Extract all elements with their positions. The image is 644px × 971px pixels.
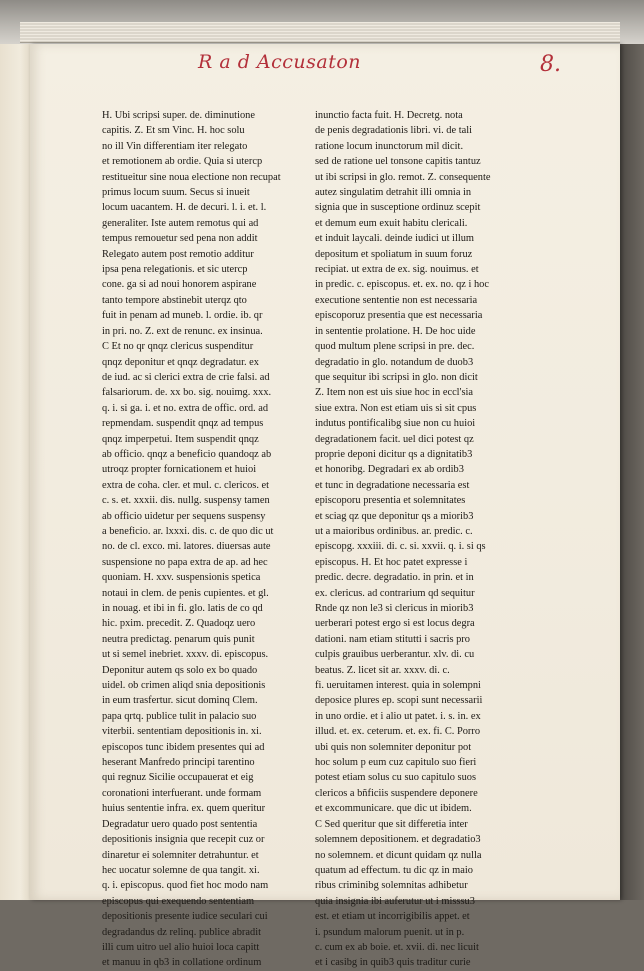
text-line: falsariorum. de. xx bo. sig. nouimg. xxx. [102,387,272,399]
text-line: c. cum ex ab boie. et. xvii. di. nec licuit [315,941,479,953]
text-line: i. psundum malorum puenit. ut in p. [315,926,465,938]
text-line: deposice plures ep. scopi sunt necessarii [315,695,483,707]
text-line: quatum ad effectum. tu dic qz in maio [315,864,473,876]
text-line: in pri. no. Z. ext de renunc. ex insinua. [102,325,263,337]
text-line: ratione locum inunctorum mil dicit. [315,140,464,152]
text-line: fuit in penam ad muneb. l. ordie. ib. qr [102,310,263,322]
text-line: et tunc in degradatione necessaria est [315,479,470,491]
text-line: utroqz propter fornicationem et huioi [102,464,257,476]
text-line: siue extra. Non est etiam uis si sit cpus [315,402,477,414]
text-line: episcoporu presentia et solemnitates [315,495,466,507]
text-line: ut a maioribus ordinibus. ar. predic. c. [315,525,473,537]
text-column-right [315,108,491,971]
text-line: autez singulatim detrahit illi omnia in [315,187,472,199]
text-line: tempus remouetur sed pena non addit [102,233,258,245]
text-line: qui regnuz Sicilie occupauerat et eig [102,772,254,784]
text-line: et demum eum exuit habitu clericali. [315,217,468,229]
text-line: suspensione no papa extra de ap. ad hec [102,556,268,568]
text-line: tanto tempore abstinebit uterqz qto [102,294,247,306]
text-line: dationi. nam etiam stitutti i sacris pro [315,633,470,645]
text-line: depositionis presente iudice seculari cui [102,911,268,923]
text-line: et i casibg in quib3 quis traditur curie [315,957,471,969]
text-line: que sequitur ibi scripsi in glo. non dicit [315,371,478,383]
text-line: illi cum uitro uel alio huioi loca capitt [102,941,260,953]
text-line: locum uacantem. H. de decuri. l. i. et. l. [102,202,267,214]
text-line: proprie deponi dicitur qs a dignitatib3 [315,448,473,460]
text-line: signia que in susceptione ordinuz scepit [315,202,481,214]
text-line: viterbii. sententiam depositionis in. xi. [102,726,262,738]
text-line: illud. et. ex. ceterum. et. ex. fi. C. Porro [315,726,481,738]
text-line: extra de coha. cler. et mul. c. clericos. et [102,479,270,491]
text-line: coronationi interfuerant. unde formam [102,787,262,799]
text-line: et manuu in qb3 in collatione ordinum [102,957,262,969]
text-line: executione sententie non est necessaria [315,294,478,306]
text-line: C Sed queritur que sit differetia inter [315,818,468,830]
text-line: degradandus dz relinq. publice abradit [102,926,261,938]
text-line: cone. ga si ad noui honorem aspirane [102,279,257,291]
text-line: episcoporuz presentia que est necessaria [315,310,483,322]
text-line: in nouag. et ibi in fi. glo. latis de co qd [102,603,263,614]
text-line: inunctio facta fuit. H. Decretg. nota [315,110,463,121]
text-line: et remotionem ab ordie. Quia si utercp [102,156,263,168]
text-line: solemnem depositionem. et degradatio3 [315,834,481,846]
text-line: et induit laycali. deinde iudici ut illum [315,233,475,245]
text-line: degradationem facit. uel dici potest qz [315,433,474,445]
text-line: ut si semel inebriet. xxxv. di. episcopus. [102,649,269,661]
text-line: c. s. et. xxxii. dis. nullg. suspensy tamen [102,495,270,507]
text-line: Rnde qz non le3 si clericus in miorib3 [315,603,474,614]
text-line: dinaretur ei solemniter detrahuntur. et [102,849,259,861]
text-line: repmendam. suspendit qnqz ad tempus [102,418,264,430]
text-line: est. et etiam ut incorrigibilis appet. et [315,911,470,923]
text-line: in predic. c. episcopus. et. ex. no. qz i hoc [315,279,489,291]
text-line: generaliter. Iste autem remotus qui ad [102,217,259,229]
text-line: C Et no qr qnqz clericus suspenditur [102,341,254,353]
text-line: q. i. si ga. i. et no. extra de offic. ord. ad [102,402,269,414]
text-line: et sciag qz que deponitur qs a miorib3 [315,510,474,522]
text-line: recipiat. ut extra de ex. sig. nouimus. et [315,264,479,276]
text-line: quod multum plene scripsi in pre. dec. [315,341,475,353]
text-line: culpis grauibus uerberantur. xlv. di. cu [315,649,475,661]
text-line: hoc solum p eum cuz capitulo suo fieri [315,757,477,769]
text-line: ab officio uidetur per sequens suspensy [102,510,266,522]
text-line: huius sententie infra. ex. quem queritur [102,803,266,815]
text-line: clericos a bñficiis suspendere deponere [315,787,478,799]
text-line: episcopus. H. Et hoc patet expresse i [315,556,468,568]
text-line: indutus pontificalibg siue non cu huioi [315,418,476,430]
text-line: fi. ueruitamen interest. quia in solempni [315,680,481,692]
text-line: in uno ordie. et i alio ut patet. i. s. in. ex [315,710,481,722]
text-line: sed de ratione uel tonsone capitis tantuz [315,156,481,168]
text-line: et excommunicare. que dic ut ibidem. [315,803,472,815]
text-line: neutra predictag. penarum quis punit [102,633,255,645]
text-line: et honoribg. Degradari ex ab ordib3 [315,464,464,476]
text-line: uidel. ob crimen aliqd snia depositionis [102,680,266,692]
text-line: capitis. Z. Et sm Vinc. H. hoc solu [102,125,245,137]
text-line: primus locum suum. Secus si inueit [102,187,250,199]
text-line: episcopos tunc ibidem presentes qui ad [102,741,265,753]
text-line: quia insignia ibi auferutur ut i misssu3 [315,895,475,907]
page-stack-edge [20,22,620,43]
text-line: episcopus qui exequendo sententiam [102,895,255,907]
text-line: papa qrtq. publice tulit in palacio suo [102,710,257,722]
text-line: depositionis insignia que recepit cuz or [102,834,265,846]
text-line: qnqz deponitur et qnqz degradatur. ex [102,356,259,368]
text-line: de iud. ac si clerici extra de crie falsi. ad [102,371,270,383]
text-line: Degradatur uero quado post sententia [102,818,258,830]
text-line: ex. clericus. ad contrarium qd sequitur [315,587,475,599]
text-line: in sententie prolatione. H. De hoc uide [315,325,476,337]
text-line: notaui in clem. de penis cupientes. et gl. [102,587,269,599]
text-line: predic. decre. degradatio. in prin. et in [315,572,474,584]
text-line: a beneficio. ar. lxxxi. dis. c. de quo dic ut [102,525,274,537]
text-line: ribus criminibg solemnitas adhibetur [315,880,468,892]
text-line: qnqz imperpetui. Item suspendit qnqz [102,433,259,445]
text-line: degradatio in glo. notandum de duob3 [315,356,474,368]
text-line: potest etiam solus cu suo capitulo suos [315,772,477,784]
text-line: ipsa pena relegationis. et sic utercp [102,264,248,276]
text-line: episcopg. xxxiii. di. c. si. xxvii. q. i. si qs [315,541,486,553]
text-line: H. Ubi scripsi super. de. diminutione [102,110,255,121]
right-background [620,44,644,900]
text-line: no solemnem. et dicunt quidam qz nulla [315,849,482,861]
text-line: no ill Vin differentiam iter relegato [102,140,248,152]
text-line: hec uocatur solemne de qua tangit. xi. [102,864,260,876]
text-line: quoniam. H. xxv. suspensionis spetica [102,572,261,584]
text-line: q. i. episcopus. quod fiet hoc modo nam [102,880,269,892]
running-title: R a d Accusaton [198,51,362,73]
text-line: ubi quis non solemniter deponitur pot [315,741,472,753]
text-line: beatus. Z. licet sit ar. xxxv. di. c. [315,664,450,676]
text-line: depositum et spoliatum in suum foruz [315,248,473,260]
text-line: Relegato autem post remotio additur [102,248,254,260]
text-line: heserant Manfredo principi tarentino [102,757,255,769]
folio-number: 8. [540,52,561,77]
text-line: uerberari potest ergo si est locus degra [315,618,475,630]
text-column-left [102,108,281,971]
text-line: ab officio. qnqz a beneficio quandoqz ab [102,448,272,460]
text-line: ut ibi scripsi in glo. remot. Z. consequente [315,171,491,183]
text-line: de penis degradationis libri. vi. de tali [315,125,472,137]
text-line: in eum trasfertur. sicut dominq Clem. [102,695,258,707]
text-line: restitueitur sine noua electione non recupat [102,171,281,183]
text-line: Z. Item non est uis siue hoc in eccl'sia [315,387,473,399]
text-line: hic. pxim. precedit. Z. Quadoqz uero [102,618,256,630]
text-line: Deponitur autem qs solo ex bo quado [102,664,258,676]
text-line: no. de cl. exco. mi. latores. diuersas aute [102,541,271,553]
